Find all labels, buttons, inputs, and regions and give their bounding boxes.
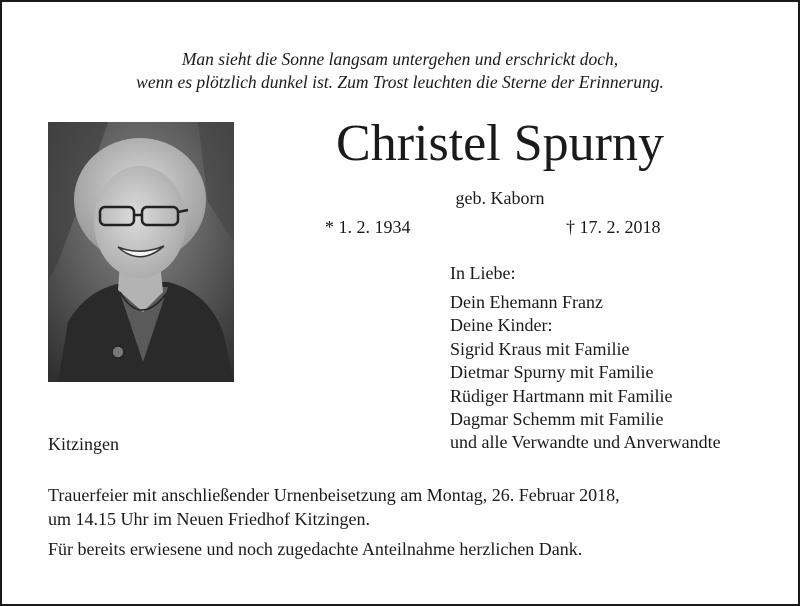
memorial-poem [60,48,740,94]
mourner-line: Sigrid Kraus mit Familie [450,338,630,359]
maiden-name: geb. Kaborn [455,188,545,208]
mourner-line: Dagmar Schemm mit Familie [450,409,664,430]
mourner-line: Dein Ehemann Franz [450,292,603,312]
mourners-heading: In Liebe: [450,263,516,283]
thanks-note: Für bereits erwiesene und noch zugedachte Anteilnahme herzlichen Dank. [48,539,583,559]
place-name: Kitzingen [48,434,119,454]
mourner-line: Deine Kinder: [450,315,553,336]
service-line: um 14.15 Uhr im Neuen Friedhof Kitzingen. [48,509,370,529]
service-line: Trauerfeier mit anschließender Urnenbeisetzung am Montag, 26. Februar 2018, [48,485,620,505]
mourner-line: Dietmar Spurny mit Familie [450,362,654,383]
poem-line: wenn es plötzlich dunkel ist. Zum Trost leuchten die Sterne der Erinnerung. [136,72,664,92]
birth-date: * 1. 2. 1934 [325,217,411,237]
portrait-illustration [48,122,234,382]
deceased-name: Christel Spurny [336,115,664,172]
mourner-line: Rüdiger Hartmann mit Familie [450,385,673,406]
portrait-photo [48,122,234,382]
poem-line: Man sieht die Sonne langsam untergehen und erschrickt doch, [181,49,619,69]
mourners-list [450,291,721,455]
mourner-line: und alle Verwandte und Anverwandte [450,432,721,453]
death-date: † 17. 2. 2018 [566,217,661,237]
funeral-service-notice [48,483,768,531]
